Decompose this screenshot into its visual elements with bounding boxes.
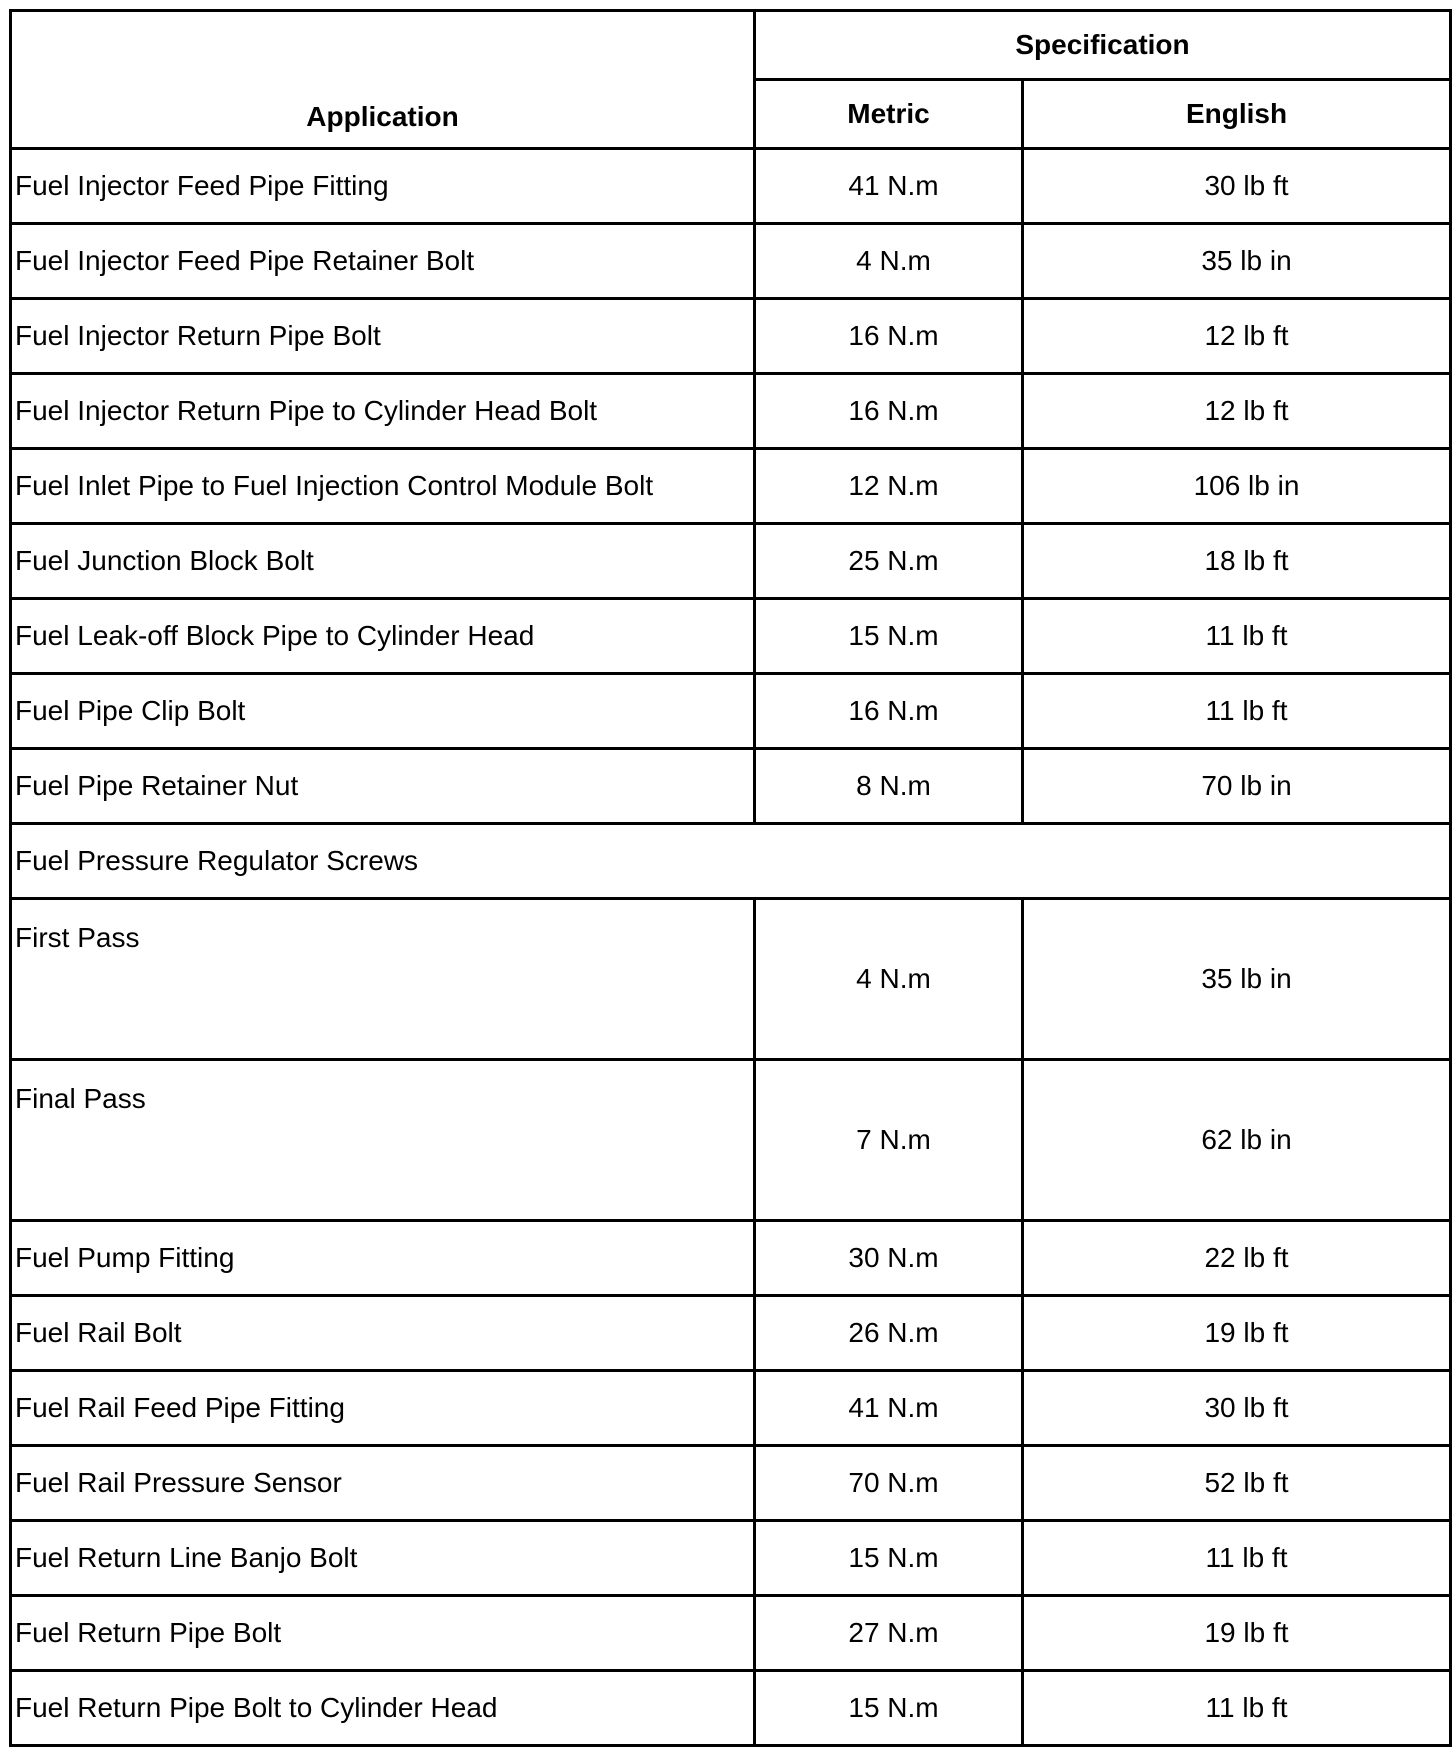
english-value-cell: 11 lb ft: [1023, 598, 1451, 673]
table-row: [11, 1220, 1451, 1295]
english-value-cell: 18 lb ft: [1023, 523, 1451, 598]
table-body: [11, 149, 1451, 1746]
application-cell: Fuel Return Line Banjo Bolt: [11, 1520, 755, 1595]
application-cell: Fuel Rail Pressure Sensor: [11, 1445, 755, 1520]
metric-value-cell: 15 N.m: [755, 1520, 1023, 1595]
table-row: [11, 1445, 1451, 1520]
metric-value-cell: 16 N.m: [755, 673, 1023, 748]
metric-value-cell: 16 N.m: [755, 298, 1023, 373]
metric-value-cell: 70 N.m: [755, 1445, 1023, 1520]
english-value-cell: 12 lb ft: [1023, 373, 1451, 448]
english-value-cell: 19 lb ft: [1023, 1595, 1451, 1670]
table-header: [11, 11, 1451, 149]
metric-value-cell: 4 N.m: [755, 898, 1023, 1059]
table-row: [11, 149, 1451, 224]
table-row: [11, 523, 1451, 598]
application-cell: Fuel Pipe Clip Bolt: [11, 673, 755, 748]
english-value-cell: 11 lb ft: [1023, 1670, 1451, 1745]
english-value-cell: 70 lb in: [1023, 748, 1451, 823]
table-row: [11, 1370, 1451, 1445]
application-cell: Fuel Injector Feed Pipe Retainer Bolt: [11, 223, 755, 298]
english-value-cell: 52 lb ft: [1023, 1445, 1451, 1520]
table-row: [11, 598, 1451, 673]
table-row: [11, 223, 1451, 298]
metric-value-cell: 7 N.m: [755, 1059, 1023, 1220]
application-cell: Fuel Injector Feed Pipe Fitting: [11, 149, 755, 224]
application-cell: Final Pass: [11, 1059, 755, 1220]
metric-value-cell: 12 N.m: [755, 448, 1023, 523]
application-cell: Fuel Rail Feed Pipe Fitting: [11, 1370, 755, 1445]
table-row: [11, 898, 1451, 1059]
application-cell: Fuel Return Pipe Bolt: [11, 1595, 755, 1670]
application-column-header: Application: [11, 11, 755, 149]
metric-value-cell: 16 N.m: [755, 373, 1023, 448]
metric-value-cell: 25 N.m: [755, 523, 1023, 598]
application-cell: Fuel Junction Block Bolt: [11, 523, 755, 598]
metric-value-cell: 30 N.m: [755, 1220, 1023, 1295]
table-row: [11, 1520, 1451, 1595]
application-cell: Fuel Inlet Pipe to Fuel Injection Control Module Bolt: [11, 448, 755, 523]
english-value-cell: 30 lb ft: [1023, 1370, 1451, 1445]
application-cell: Fuel Rail Bolt: [11, 1295, 755, 1370]
application-cell: Fuel Injector Return Pipe Bolt: [11, 298, 755, 373]
table-row: [11, 1059, 1451, 1220]
metric-value-cell: 15 N.m: [755, 598, 1023, 673]
torque-specification-table: [9, 9, 1452, 1747]
application-cell: Fuel Pump Fitting: [11, 1220, 755, 1295]
english-value-cell: 22 lb ft: [1023, 1220, 1451, 1295]
english-value-cell: 12 lb ft: [1023, 298, 1451, 373]
table-row: [11, 448, 1451, 523]
metric-value-cell: 27 N.m: [755, 1595, 1023, 1670]
english-value-cell: 35 lb in: [1023, 223, 1451, 298]
english-value-cell: 62 lb in: [1023, 1059, 1451, 1220]
header-row-top: [11, 11, 1451, 80]
metric-value-cell: 8 N.m: [755, 748, 1023, 823]
table-row: [11, 673, 1451, 748]
application-cell: First Pass: [11, 898, 755, 1059]
english-value-cell: 11 lb ft: [1023, 1520, 1451, 1595]
metric-value-cell: 15 N.m: [755, 1670, 1023, 1745]
table-row: [11, 1595, 1451, 1670]
english-value-cell: 106 lb in: [1023, 448, 1451, 523]
table-row: [11, 1670, 1451, 1745]
english-value-cell: 30 lb ft: [1023, 149, 1451, 224]
english-value-cell: 11 lb ft: [1023, 673, 1451, 748]
application-cell: Fuel Injector Return Pipe to Cylinder Head Bolt: [11, 373, 755, 448]
specification-column-header: Specification: [755, 11, 1451, 80]
metric-value-cell: 4 N.m: [755, 223, 1023, 298]
table-row: [11, 1295, 1451, 1370]
metric-value-cell: 26 N.m: [755, 1295, 1023, 1370]
metric-value-cell: 41 N.m: [755, 1370, 1023, 1445]
metric-value-cell: 41 N.m: [755, 149, 1023, 224]
table-row: [11, 298, 1451, 373]
application-cell: Fuel Return Pipe Bolt to Cylinder Head: [11, 1670, 755, 1745]
section-row: [11, 823, 1451, 898]
application-cell: Fuel Leak-off Block Pipe to Cylinder Head: [11, 598, 755, 673]
application-cell: Fuel Pipe Retainer Nut: [11, 748, 755, 823]
english-value-cell: 19 lb ft: [1023, 1295, 1451, 1370]
english-column-header: English: [1023, 80, 1451, 149]
english-value-cell: 35 lb in: [1023, 898, 1451, 1059]
section-label: Fuel Pressure Regulator Screws: [11, 823, 1451, 898]
table-row: [11, 373, 1451, 448]
table-row: [11, 748, 1451, 823]
metric-column-header: Metric: [755, 80, 1023, 149]
